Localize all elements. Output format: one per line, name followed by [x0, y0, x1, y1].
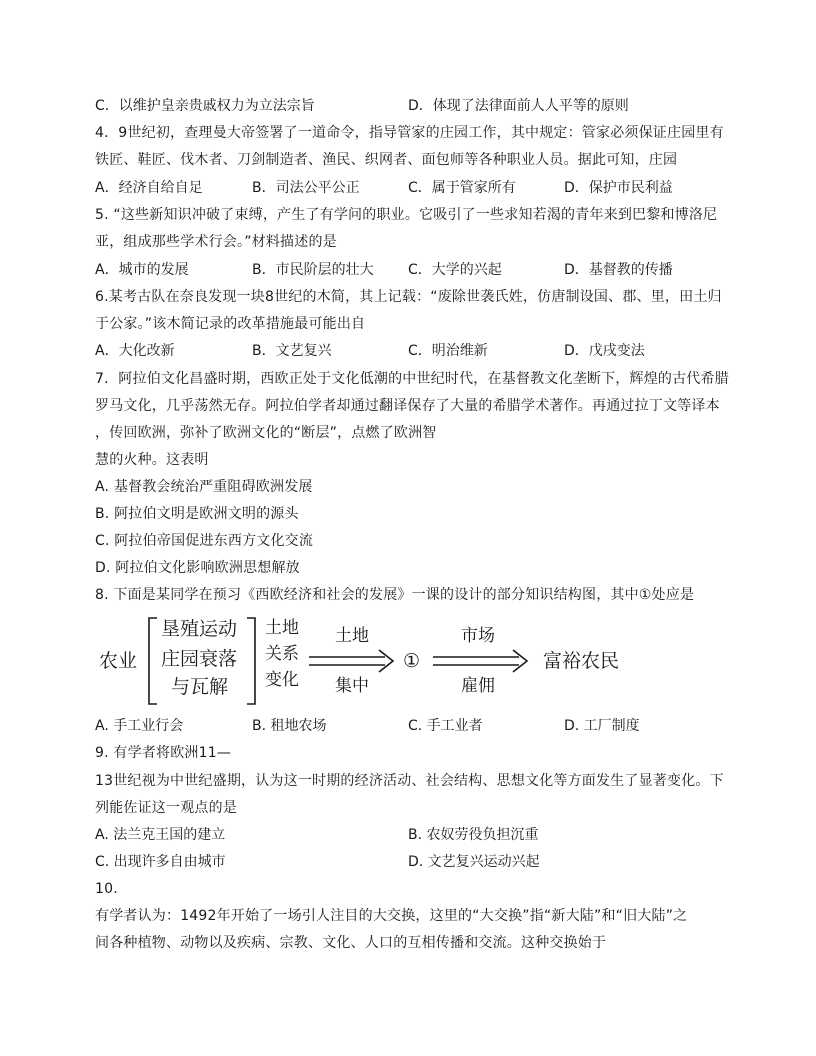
bracket-item-1: 垦殖运动	[161, 618, 238, 640]
q5-option-a: A．城市的发展	[95, 262, 189, 278]
relation-line-2: 关系	[265, 644, 299, 664]
q9-text-line-2: 13世纪视为中世纪盛期，认为这一时期的经济活动、社会结构、思想文化等方面发生了显著变化。下	[95, 773, 724, 789]
relation-line-3: 变化	[265, 670, 299, 690]
q6-option-c: C．明治维新	[408, 343, 488, 359]
diagram-result: 富裕农民	[543, 650, 620, 672]
q4-option-b: B．司法公平公正	[252, 180, 360, 196]
q7-text-line-2: 罗马文化，几乎荡然无存。阿拉伯学者却通过翻译保存了大量的希腊学术著作。再通过拉丁文等译本	[95, 398, 720, 414]
q10-text-line-2: 间各种植物、动物以及疾病、宗教、文化、人口的互相传播和交流。这种交换始于	[95, 935, 607, 951]
arrow-1-bottom-label: 集中	[335, 676, 369, 696]
q7-option-c: C. 阿拉伯帝国促进东西方文化交流	[95, 533, 314, 549]
q10-number: 10.	[95, 881, 118, 897]
q5-text-line-1: 5. “这些新知识冲破了束缚，产生了有学问的职业。它吸引了一些求知若渴的青年来到巴黎和博洛尼	[95, 207, 718, 223]
q8-option-d: D. 工厂制度	[564, 718, 640, 734]
q4-option-a: A．经济自给自足	[95, 180, 203, 196]
q8-text-line-1: 8. 下面是某同学在预习《西欧经济和社会的发展》一课的设计的部分知识结构图，其中①处应是	[95, 587, 695, 603]
knowledge-structure-diagram	[95, 612, 655, 712]
q4-text-line-2: 铁匠、鞋匠、伐木者、刀剑制造者、渔民、织网者、面包师等各种职业人员。据此可知，庄园	[95, 152, 678, 168]
bracket-item-2: 庄园衰落	[161, 648, 238, 670]
q4-text-line-1: 4．9世纪初，查理曼大帝签署了一道命令，指导管家的庄园工作，其中规定：管家必须保证庄园里有	[95, 125, 724, 141]
q6-option-a: A．大化改新	[95, 343, 175, 359]
q5-option-b: B．市民阶层的壮大	[252, 262, 374, 278]
arrow-2-bottom-label: 雇佣	[461, 676, 495, 696]
q4-option-d: D．保护市民利益	[564, 180, 673, 196]
q7-option-a: A. 基督教会统治严重阻碍欧洲发展	[95, 479, 313, 495]
q9-option-b: B. 农奴劳役负担沉重	[408, 827, 539, 843]
q6-option-b: B．文艺复兴	[252, 343, 332, 359]
q5-option-d: D．基督教的传播	[564, 262, 673, 278]
q9-option-a: A. 法兰克王国的建立	[95, 827, 226, 843]
q5-text-line-2: 亚，组成那些学术行会。”材料描述的是	[95, 234, 337, 250]
q6-text-line-2: 于公家。”该木简记录的改革措施最可能出自	[95, 316, 366, 332]
q8-option-b: B. 租地农场	[252, 718, 327, 734]
q4-option-c: C．属于管家所有	[408, 180, 516, 196]
q7-text-line-4: 慧的火种。这表明	[95, 452, 209, 468]
q6-text-line-1: 6.某考古队在奈良发现一块8世纪的木简，其上记载：“废除世袭氏姓，仿唐制设国、郡、里，田土归	[95, 289, 722, 305]
arrow-1-top-label: 土地	[335, 626, 369, 646]
q6-option-d: D．戊戌变法	[564, 343, 645, 359]
q3-option-c: C．以维护皇亲贵戚权力为立法宗旨	[95, 98, 315, 114]
q7-text-line-1: 7．阿拉伯文化昌盛时期，西欧正处于文化低潮的中世纪时代，在基督教文化垄断下，辉煌的古代希腊	[95, 371, 729, 387]
q8-option-c: C. 手工业者	[408, 718, 483, 734]
q7-option-b: B. 阿拉伯文明是欧洲文明的源头	[95, 506, 299, 522]
q9-option-c: C. 出现许多自由城市	[95, 854, 226, 870]
q7-option-d: D. 阿拉伯文化影响欧洲思想解放	[95, 560, 300, 576]
arrow-2-icon	[433, 650, 527, 672]
relation-line-1: 土地	[265, 618, 299, 638]
q9-option-d: D. 文艺复兴运动兴起	[408, 854, 540, 870]
diagram-agriculture: 农业	[99, 650, 138, 672]
q8-option-a: A. 手工业行会	[95, 718, 184, 734]
q10-text-line-1: 有学者认为：1492年开始了一场引人注目的大交换，这里的“大交换”指“新大陆”和“旧大陆”之	[95, 908, 688, 924]
arrow-1-icon	[309, 650, 393, 672]
q9-text-line-3: 列能佐证这一观点的是	[95, 800, 237, 816]
bracket-item-3: 与瓦解	[171, 676, 229, 698]
blank-circle-one: ①	[403, 650, 421, 672]
q7-text-line-3: ，传回欧洲，弥补了欧洲文化的“断层”，点燃了欧洲智	[95, 425, 437, 441]
arrow-2-top-label: 市场	[461, 626, 495, 646]
q9-text-line-1: 9. 有学者将欧洲11—	[95, 745, 232, 761]
q3-option-d: D．体现了法律面前人人平等的原则	[408, 98, 629, 114]
q5-option-c: C．大学的兴起	[408, 262, 502, 278]
right-bracket	[247, 618, 255, 704]
left-bracket	[149, 618, 157, 704]
